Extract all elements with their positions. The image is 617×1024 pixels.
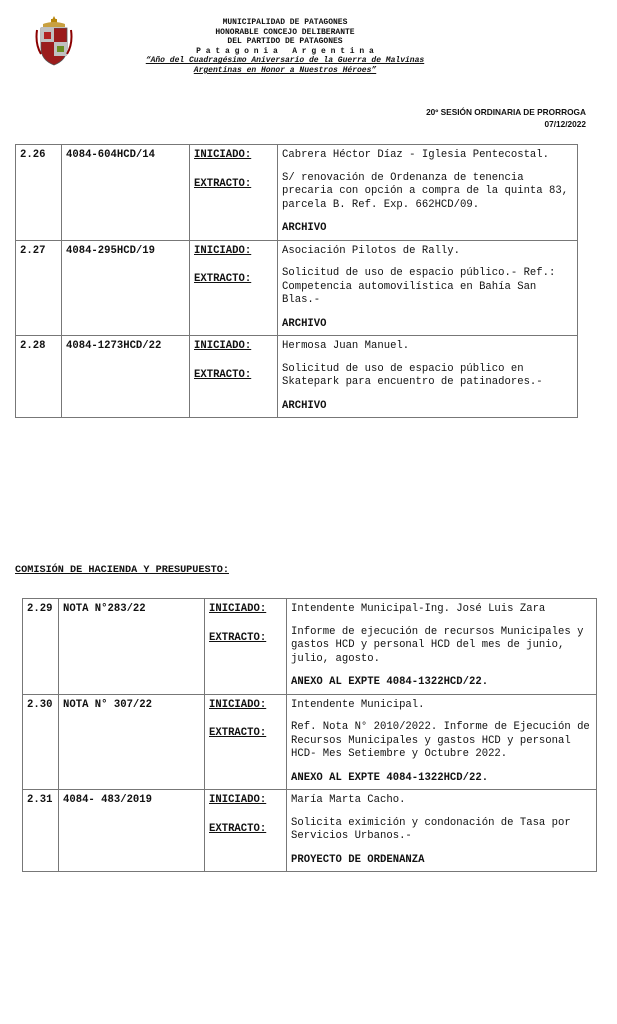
extracto-label: EXTRACTO:: [194, 177, 252, 190]
item-content: [278, 240, 578, 336]
item-content: [287, 599, 597, 695]
table-row: [16, 336, 578, 418]
resolution: ANEXO AL EXPTE 4084-1322HCD/22.: [291, 771, 489, 784]
item-content: [278, 145, 578, 241]
session-info: [426, 106, 586, 130]
iniciado-value: Cabrera Héctor Díaz - Iglesia Pentecostal.: [282, 149, 550, 161]
header-line-3: DEL PARTIDO DE PATAGONES: [227, 37, 343, 47]
iniciado-value: Intendente Municipal.: [291, 698, 425, 711]
field-labels: [190, 336, 278, 418]
item-number: 2.27: [16, 240, 62, 336]
resolution: ARCHIVO: [282, 317, 327, 330]
table-row: [16, 145, 578, 241]
iniciado-label: INICIADO:: [209, 794, 267, 806]
extracto-label: EXTRACTO:: [209, 822, 267, 835]
table-row: [16, 240, 578, 336]
expediente-number: NOTA N°283/22: [59, 599, 205, 695]
extracto-value: Solicitud de uso de espacio público.- Ref.: Competencia automovilística en Bahía San Blas.-: [282, 267, 556, 306]
extracto-value: S/ renovación de Ordenanza de tenencia precaria con opción a compra de la quinta 83, parcela B. Ref. Exp. 662HCD/09.: [282, 171, 569, 211]
field-labels: [190, 240, 278, 336]
item-number: 2.29: [23, 599, 59, 695]
item-number: 2.26: [16, 145, 62, 241]
expedientes-table-2: [22, 598, 597, 872]
extracto-label: EXTRACTO:: [209, 727, 267, 739]
extracto-label: EXTRACTO:: [194, 368, 252, 381]
iniciado-value: Hermosa Juan Manuel.: [282, 340, 410, 352]
field-labels: [205, 694, 287, 790]
extracto-value: Solicita eximición y condonación de Tasa por Servicios Urbanos.-: [291, 816, 571, 842]
iniciado-label: INICIADO:: [194, 149, 252, 161]
extracto-value: Solicitud de uso de espacio público en Skatepark para encuentro de patinadores.-: [282, 362, 543, 388]
item-content: [287, 694, 597, 790]
field-labels: [205, 599, 287, 695]
resolution: PROYECTO DE ORDENANZA: [291, 853, 425, 866]
header-line-5: “Año del Cuadragésimo Aniversario de la Guerra de Malvinas: [145, 56, 425, 66]
item-number: 2.28: [16, 336, 62, 418]
table-row: [23, 790, 597, 872]
iniciado-label: INICIADO:: [194, 340, 252, 352]
iniciado-label: INICIADO:: [209, 698, 267, 711]
table-row: [23, 599, 597, 695]
expediente-number: 4084-604HCD/14: [62, 145, 190, 241]
item-number: 2.31: [23, 790, 59, 872]
resolution: ARCHIVO: [282, 222, 327, 234]
coat-of-arms-icon: [35, 14, 73, 68]
iniciado-value: María Marta Cacho.: [291, 794, 406, 806]
field-labels: [190, 145, 278, 241]
expedientes-table-1: [15, 144, 578, 418]
expediente-number: 4084- 483/2019: [59, 790, 205, 872]
header-line-6: Argentinas en Honor a Nuestros Héroes”: [193, 65, 377, 75]
header-line-1: MUNICIPALIDAD DE PATAGONES: [222, 18, 348, 27]
iniciado-label: INICIADO:: [209, 603, 267, 615]
expediente-number: NOTA N° 307/22: [59, 694, 205, 790]
resolution: ANEXO AL EXPTE 4084-1322HCD/22.: [291, 676, 489, 688]
extracto-label: EXTRACTO:: [194, 273, 252, 285]
extracto-label: EXTRACTO:: [209, 631, 267, 644]
expediente-number: 4084-1273HCD/22: [62, 336, 190, 418]
header: [110, 18, 460, 76]
table-row: [23, 694, 597, 790]
iniciado-value: Intendente Municipal-Ing. José Luis Zara: [291, 603, 546, 615]
header-line-2: HONORABLE CONCEJO DELIBERANTE: [215, 27, 355, 37]
item-content: [278, 336, 578, 418]
expediente-number: 4084-295HCD/19: [62, 240, 190, 336]
iniciado-label: INICIADO:: [194, 244, 252, 257]
extracto-value: Informe de ejecución de recursos Municipales y gastos HCD y personal HCD del mes de junio, julio, agosto.: [291, 625, 584, 665]
session-title: 20º SESIÓN ORDINARIA DE PRORROGA: [426, 107, 586, 117]
field-labels: [205, 790, 287, 872]
item-number: 2.30: [23, 694, 59, 790]
item-content: [287, 790, 597, 872]
session-date: 07/12/2022: [544, 119, 586, 129]
header-line-4: P a t a g o n i a A r g e n t i n a: [196, 46, 374, 56]
section-title: COMISIÓN DE HACIENDA Y PRESUPUESTO:: [15, 565, 229, 576]
extracto-value: Ref. Nota N° 2010/2022. Informe de Ejecución de Recursos Municipales y gastos HCD y personal HCD- Mes Setiembre y Octubre 2022.: [291, 721, 590, 760]
iniciado-value: Asociación Pilotos de Rally.: [282, 244, 461, 257]
resolution: ARCHIVO: [282, 399, 327, 412]
